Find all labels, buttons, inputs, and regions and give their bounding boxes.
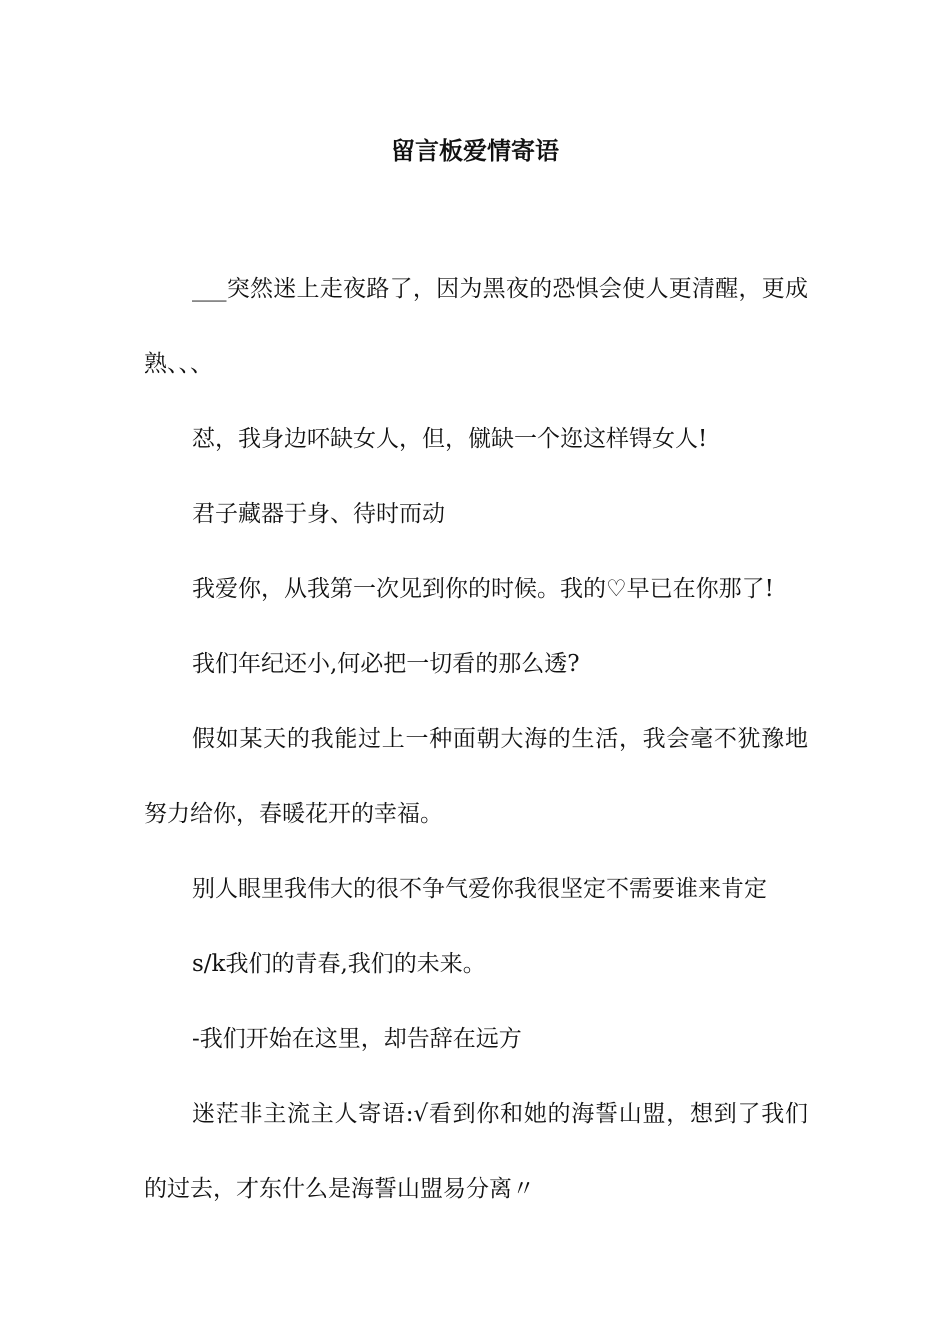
paragraph-8: s/k我们的青春,我们的未来。 xyxy=(192,951,486,977)
paragraph-5: 我们年纪还小,何必把一切看的那么透? xyxy=(192,651,580,677)
paragraph-9: -我们开始在这里，却告辞在远方 xyxy=(192,1026,522,1052)
document-body xyxy=(144,252,808,1227)
paragraph-7: 别人眼里我伟大的很不争气爱你我很坚定不需要谁来肯定 xyxy=(192,876,767,902)
paragraph-10: 迷茫非主流主人寄语:√看到你和她的海誓山盟，想到了我们的过去，才东什么是海誓山盟易分离〃 xyxy=(144,1101,808,1202)
paragraph-1: ___突然迷上走夜路了，因为黑夜的恐惧会使人更清醒，更成熟、、、 xyxy=(144,276,808,377)
document-title: 留言板爱情寄语 xyxy=(391,136,559,165)
paragraph-2: 怼，我身边吥缺女人，但，僦缺一个迩这样锝女人! xyxy=(192,426,708,452)
paragraph-4: 我爱你，从我第一次见到你的时候。我的♡早已在你那了! xyxy=(192,576,774,602)
paragraph-6: 假如某天的我能过上一种面朝大海的生活，我会毫不犹豫地努力给你，春暖花开的幸福。 xyxy=(144,726,808,827)
paragraph-3: 君子藏器于身、待时而动 xyxy=(192,501,445,527)
